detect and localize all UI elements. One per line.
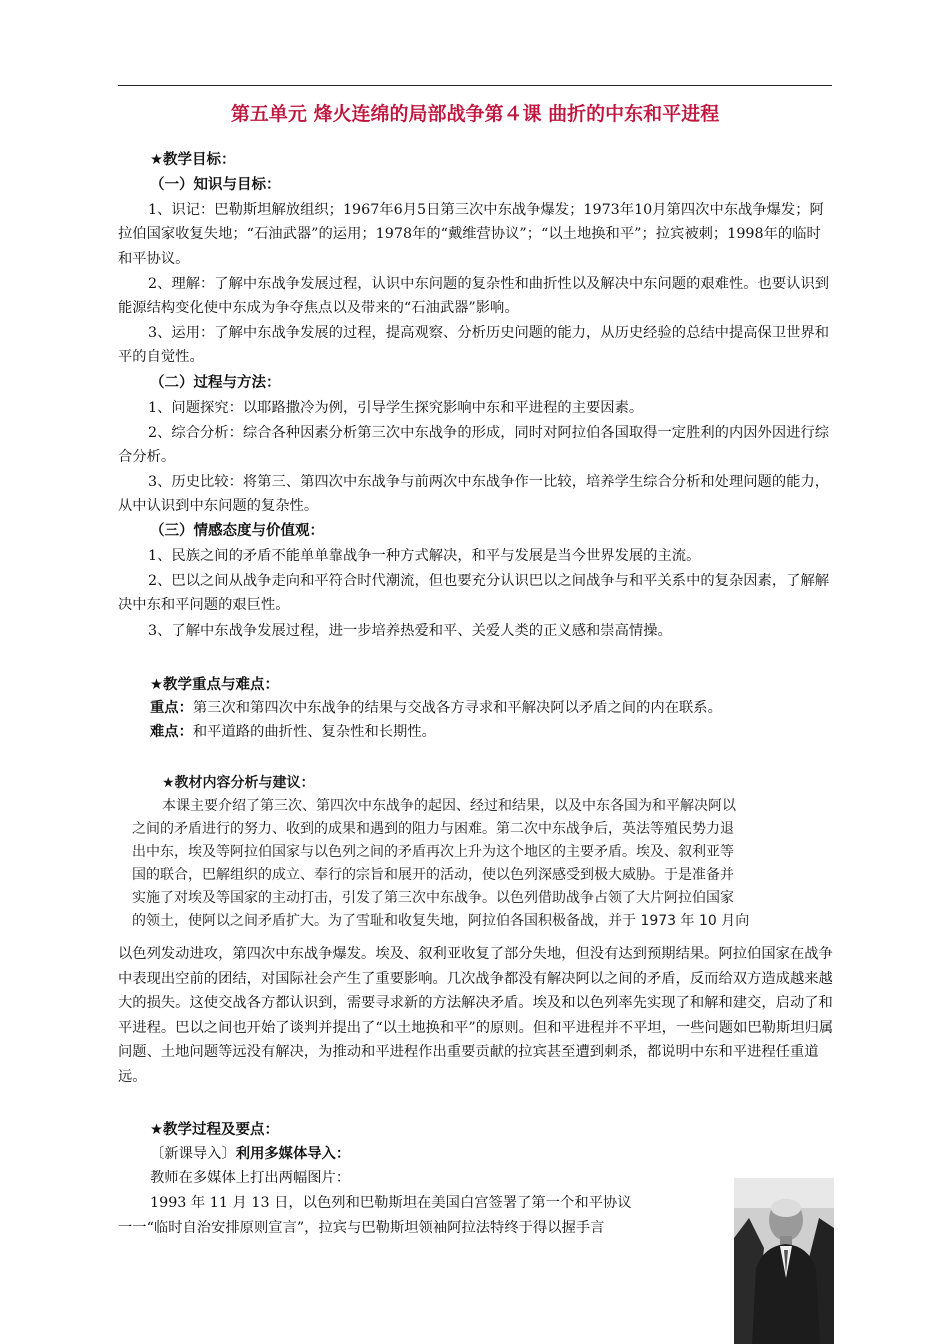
analysis-line-1: 本课主要介绍了第三次、第四次中东战争的起因、经过和结果，以及中东各国为和平解决阿以 [162,798,736,814]
key-points-heading: ★教学重点与难点： [150,677,279,693]
process-method-item-2: 2、综合分析：综合各种因素分析第三次中东战争的形成，同时对阿拉伯各国取得一定胜利的内因外因进行综合分析。 [118,425,830,466]
process-method-item-3: 3、历史比较：将第三、第四次中东战争与前两次中东战争作一比较，培养学生综合分析和处理问题的能力，从中认识到中东问题的复杂性。 [118,474,830,515]
knowledge-item-2: 2、理解：了解中东战争发展过程，认识中东问题的复杂性和曲折性以及解决中东问题的艰难性。也要认识到能源结构变化使中东成为争夺焦点以及带来的“石油武器”影响。 [118,276,830,317]
intro-text-1: 教师在多媒体上打出两幅图片： [150,1170,351,1186]
intro-line [150,1142,866,1166]
analysis-line-4: 国的联合，巴解组织的成立、奉行的宗旨和展开的活动，使以色列深感受到极大威胁。于是准备并 [132,867,734,883]
emotion-heading: （三）情感态度与价值观： [150,523,324,539]
difficulty-text: 和平道路的曲折性、复杂性和长期性。 [192,724,436,740]
analysis-heading: ★教材内容分析与建议： [162,775,315,791]
knowledge-item-1: 1、识记：巴勒斯坦解放组织；1967年6月5日第三次中东战争爆发；1973年10月第四次中东战争爆发；阿拉伯国家收复失地；“石油武器”的运用；1978年的“戴维营协议”；“以土地换和平”；拉宾被刺；1998年的临时和平协议。 [118,202,824,267]
process-method-heading: （二）过程与方法： [150,375,281,391]
emotion-item-1: 1、民族之间的矛盾不能单单靠战争一种方式解决，和平与发展是当今世界发展的主流。 [148,548,701,564]
process-method-item-1: 1、问题探究：以耶路撒冷为例，引导学生探究影响中东和平进程的主要因素。 [148,400,644,416]
analysis-line-2: 之间的矛盾进行的努力、收到的成果和遇到的阻力与困难。第二次中东战争后，英法等殖民势力退 [132,821,734,837]
teaching-process-heading: ★教学过程及要点： [150,1122,279,1138]
page-title: 第五单元 烽火连绵的局部战争第４课 曲折的中东和平进程 [230,103,720,125]
knowledge-heading: （一）知识与目标： [150,177,281,193]
difficulty-line [150,720,840,744]
intro-title: 利用多媒体导入： [235,1146,351,1162]
objectives-heading: ★教学目标： [150,152,236,168]
analysis-continuation: 以色列发动进攻，第四次中东战争爆发。埃及、叙利亚收复了部分失地，但没有达到预期结果。阿拉伯国家在战争中表现出空前的团结，对国际社会产生了重要影响。几次战争都没有解决阿以之间的矛盾，反而给双方造成越来越大的损失。这使交战各方都认识到，需要寻求新的方法解决矛盾。埃及和以色列率先实现了和解和建交，启动了和平进程。巴以之间也开始了谈判并提出了“以土地换和平”的原则。但和平进程并不平坦，一些问题如巴勒斯坦归属问题、土地问题等远没有解决，为推动和平进程作出重要贡献的拉宾甚至遭到刺杀，都说明中东和平进程任重道远。 [118,946,834,1085]
key-point-line [150,696,840,720]
analysis-line-6: 的领土，使阿以之间矛盾扩大。为了雪耻和收复失地，阿拉伯各国积极备战，并于 1973 年 10 月向 [132,913,750,929]
key-label: 重点： [150,700,193,716]
portrait-photo-image [734,1178,834,1344]
analysis-line-3: 出中东，埃及等阿拉伯国家与以色列之间的矛盾再次上升为这个地区的主要矛盾。埃及、叙利亚等 [132,844,734,860]
header-rule [118,85,832,86]
key-text: 第三次和第四次中东战争的结果与交战各方寻求和平解决阿以矛盾之间的内在联系。 [192,700,722,716]
intro-bracket: 〔新课导入〕 [150,1146,236,1162]
emotion-item-2: 2、巴以之间从战争走向和平符合时代潮流，但也要充分认识巴以之间战争与和平关系中的复杂因素，了解解决中东和平问题的艰巨性。 [118,573,830,614]
analysis-line-5: 实施了对埃及等国家的主动打击，引发了第三次中东战争。以色列借助战争占领了大片阿拉伯国家 [132,890,734,906]
intro-text-2: 1993 年 11 月 13 日，以色列和巴勒斯坦在美国白宫签署了第一个和平协议 [150,1195,632,1211]
knowledge-item-3: 3、运用：了解中东战争发展的过程，提高观察、分析历史问题的能力，从历史经验的总结中提高保卫世界和平的自觉性。 [118,325,830,366]
intro-text-3: 一一“临时自治安排原则宣言”，拉宾与巴勒斯坦领袖阿拉法特终于得以握手言 [118,1220,605,1236]
difficulty-label: 难点： [150,724,193,740]
portrait-photo [734,1178,834,1344]
emotion-item-3: 3、了解中东战争发展过程，进一步培养热爱和平、关爱人类的正义感和崇高情操。 [148,623,672,639]
